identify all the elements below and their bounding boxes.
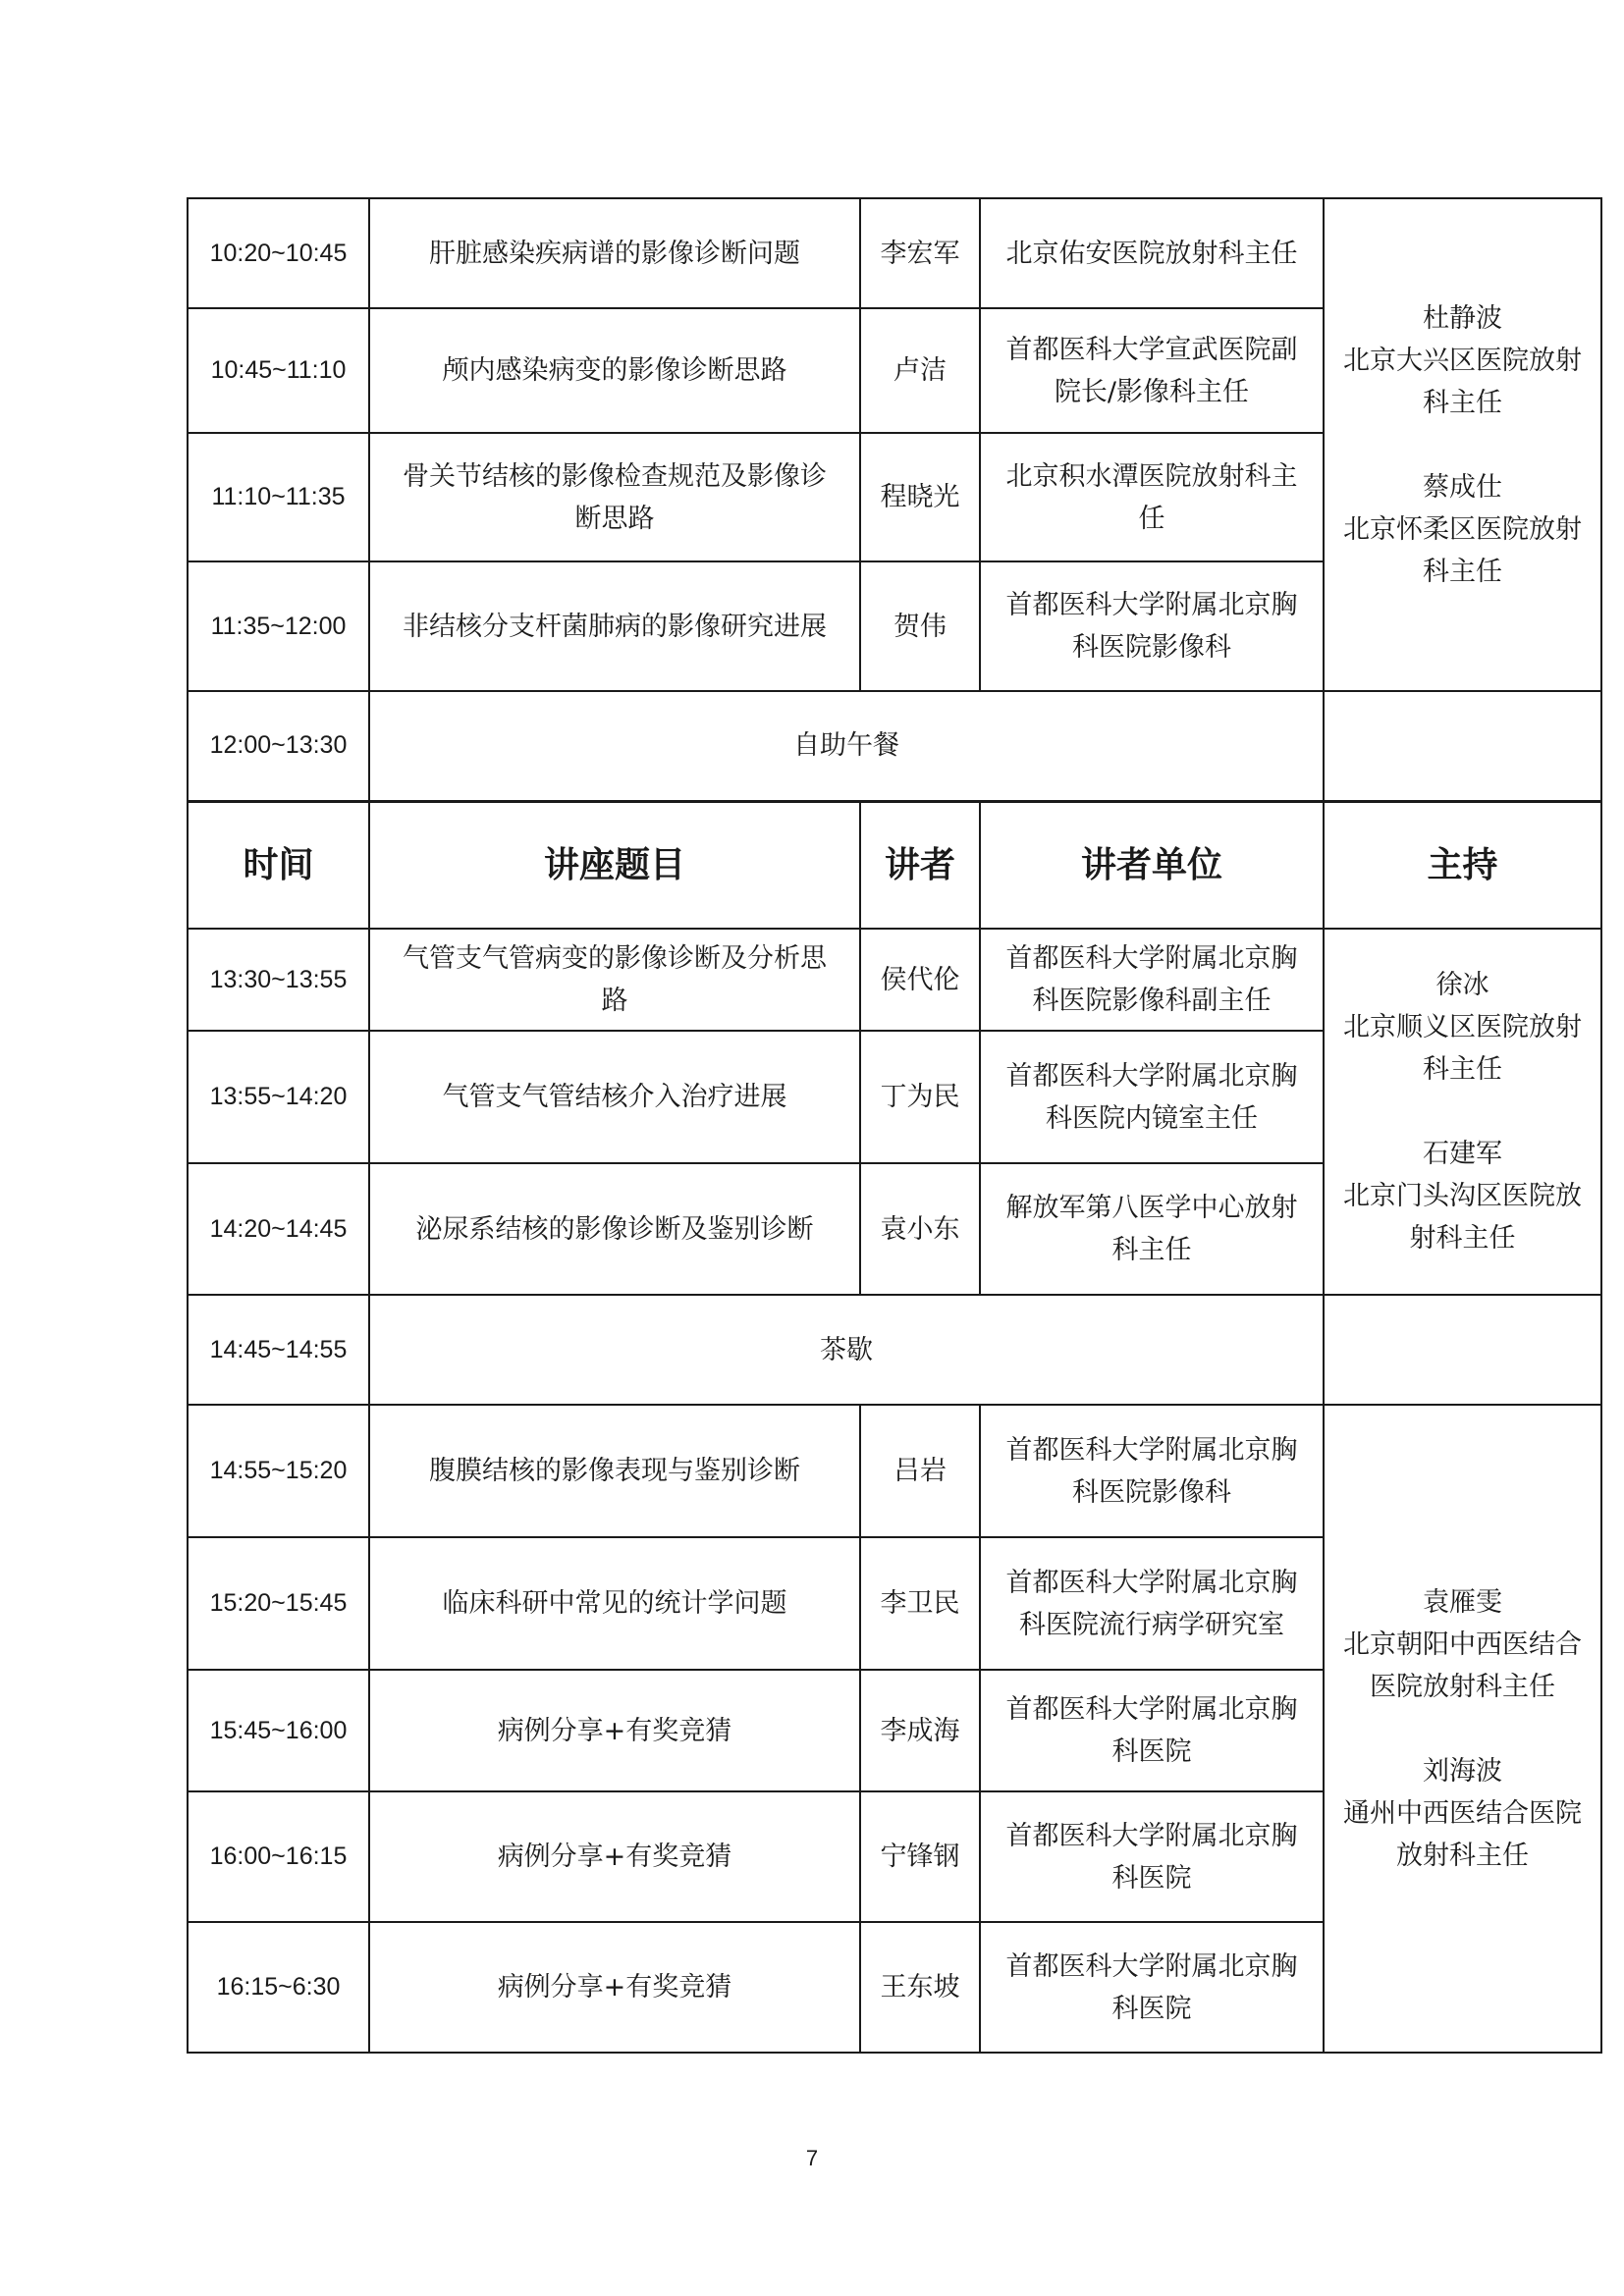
table-row [188, 929, 1601, 1031]
unit-cell: 首都医科大学附属北京胸科医院内镜室主任 [980, 1031, 1324, 1163]
page-number: 7 [805, 2146, 819, 2170]
chair-title: 北京朝阳中西医结合医院放射科主任 [1343, 1629, 1582, 1702]
topic-cell: 非结核分支杆菌肺病的影像研究进展 [369, 561, 860, 691]
time-cell: 10:20~10:45 [188, 198, 369, 308]
unit-cell: 首都医科大学附属北京胸科医院流行病学研究室 [980, 1537, 1324, 1670]
table-row-break [188, 1295, 1601, 1405]
break-label: 茶歇 [369, 1295, 1324, 1405]
time-cell: 11:35~12:00 [188, 561, 369, 691]
time-cell: 11:10~11:35 [188, 433, 369, 561]
unit-cell: 首都医科大学宣武医院副院长/影像科主任 [980, 308, 1324, 433]
time-cell: 14:20~14:45 [188, 1163, 369, 1295]
chair-name: 袁雁雯 [1423, 1586, 1502, 1618]
unit-cell: 北京佑安医院放射科主任 [980, 198, 1324, 308]
chair-name: 蔡成仕 [1423, 471, 1502, 503]
time-cell: 14:55~15:20 [188, 1405, 369, 1537]
topic-cell: 颅内感染病变的影像诊断思路 [369, 308, 860, 433]
header-unit: 讲者单位 [980, 801, 1324, 929]
time-cell: 15:45~16:00 [188, 1670, 369, 1791]
header-speaker: 讲者 [860, 801, 980, 929]
time-cell: 13:30~13:55 [188, 929, 369, 1031]
chair-title: 北京门头沟区医院放射科主任 [1343, 1181, 1582, 1254]
chair-name: 石建军 [1423, 1139, 1502, 1169]
table-row-break [188, 691, 1601, 801]
topic-cell: 临床科研中常见的统计学问题 [369, 1537, 860, 1670]
schedule-table [187, 197, 1602, 2054]
table-row [188, 1405, 1601, 1537]
empty-chair-cell [1324, 1295, 1601, 1405]
unit-cell: 首都医科大学附属北京胸科医院 [980, 1791, 1324, 1922]
chair-cell [1324, 1405, 1601, 2053]
chair-cell [1324, 929, 1601, 1295]
unit-cell: 首都医科大学附属北京胸科医院影像科副主任 [980, 929, 1324, 1031]
topic-cell: 骨关节结核的影像检查规范及影像诊断思路 [369, 433, 860, 561]
speaker-cell: 李卫民 [860, 1537, 980, 1670]
unit-cell: 首都医科大学附属北京胸科医院 [980, 1922, 1324, 2053]
speaker-cell: 程晓光 [860, 433, 980, 561]
speaker-cell: 卢洁 [860, 308, 980, 433]
time-cell: 14:45~14:55 [188, 1295, 369, 1405]
time-cell: 12:00~13:30 [188, 691, 369, 801]
topic-cell: 气管支气管病变的影像诊断及分析思路 [369, 929, 860, 1031]
topic-cell: 泌尿系结核的影像诊断及鉴别诊断 [369, 1163, 860, 1295]
chair-name: 刘海波 [1423, 1755, 1502, 1787]
speaker-cell: 侯代伦 [860, 929, 980, 1031]
time-cell: 16:15~6:30 [188, 1922, 369, 2053]
header-topic: 讲座题目 [369, 801, 860, 929]
chair-title: 北京大兴区医院放射科主任 [1343, 345, 1582, 418]
chair-name: 徐冰 [1435, 970, 1489, 1000]
header-time: 时间 [188, 801, 369, 929]
unit-cell: 首都医科大学附属北京胸科医院影像科 [980, 1405, 1324, 1537]
table-row [188, 198, 1601, 308]
chair-title: 北京怀柔区医院放射科主任 [1343, 513, 1582, 587]
header-chair: 主持 [1324, 801, 1601, 929]
speaker-cell: 王东坡 [860, 1922, 980, 2053]
break-label: 自助午餐 [369, 691, 1324, 801]
time-cell: 15:20~15:45 [188, 1537, 369, 1670]
speaker-cell: 丁为民 [860, 1031, 980, 1163]
topic-cell: 病例分享+有奖竞猜 [369, 1791, 860, 1922]
topic-cell: 病例分享+有奖竞猜 [369, 1670, 860, 1791]
speaker-cell: 袁小东 [860, 1163, 980, 1295]
unit-cell: 首都医科大学附属北京胸科医院影像科 [980, 561, 1324, 691]
time-cell: 10:45~11:10 [188, 308, 369, 433]
chair-title: 通州中西医结合医院放射科主任 [1343, 1797, 1582, 1871]
topic-cell: 腹膜结核的影像表现与鉴别诊断 [369, 1405, 860, 1537]
speaker-cell: 李成海 [860, 1670, 980, 1791]
chair-title: 北京顺义区医院放射科主任 [1343, 1012, 1582, 1085]
topic-cell: 肝脏感染疾病谱的影像诊断问题 [369, 198, 860, 308]
unit-cell: 北京积水潭医院放射科主任 [980, 433, 1324, 561]
chair-cell [1324, 198, 1601, 691]
speaker-cell: 贺伟 [860, 561, 980, 691]
topic-cell: 病例分享+有奖竞猜 [369, 1922, 860, 2053]
unit-cell: 解放军第八医学中心放射科主任 [980, 1163, 1324, 1295]
empty-chair-cell [1324, 691, 1601, 801]
speaker-cell: 宁锋钢 [860, 1791, 980, 1922]
topic-cell: 气管支气管结核介入治疗进展 [369, 1031, 860, 1163]
time-cell: 16:00~16:15 [188, 1791, 369, 1922]
chair-name: 杜静波 [1423, 302, 1502, 334]
time-cell: 13:55~14:20 [188, 1031, 369, 1163]
table-header-row [188, 801, 1601, 929]
speaker-cell: 吕岩 [860, 1405, 980, 1537]
unit-cell: 首都医科大学附属北京胸科医院 [980, 1670, 1324, 1791]
speaker-cell: 李宏军 [860, 198, 980, 308]
